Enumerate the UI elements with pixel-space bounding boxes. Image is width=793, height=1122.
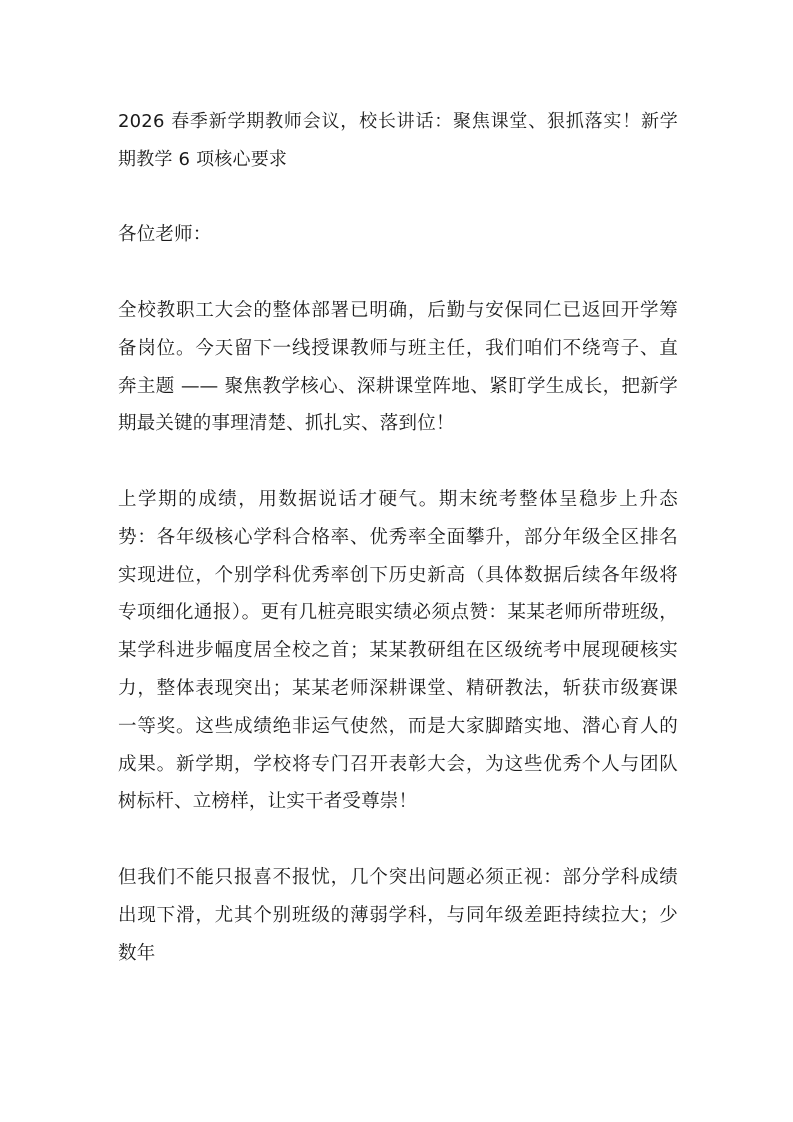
paragraph-intro: 全校教职工大会的整体部署已明确，后勤与安保同仁已返回开学筹备岗位。今天留下一线授课教师与班主任，我们咱们不绕弯子、直奔主题 —— 聚焦教学核心、深耕课堂阵地、紧盯学生成长，把新学期最关键的事理清楚、抓扎实、落到位！ — [118, 299, 678, 435]
salutation: 各位老师： — [118, 224, 212, 246]
paragraph-problems: 但我们不能只报喜不报忧，几个突出问题必须正视：部分学科成绩出现下滑，尤其个别班级的薄弱学科，与同年级差距持续拉大；少数年 — [118, 866, 678, 964]
document-page — [118, 103, 678, 1010]
paragraph-achievements: 上学期的成绩，用数据说话才硬气。期末统考整体呈稳步上升态势：各年级核心学科合格率、优秀率全面攀升，部分年级全区排名实现进位，个别学科优秀率创下历史新高（具体数据后续各年级将专项细化通报）。更有几桩亮眼实绩必须点赞：某某老师所带班级，某学科进步幅度居全校之首；某某教研组在区级统考中展现硬核实力，整体表现突出；某某老师深耕课堂、精研教法，斩获市级赛课一等奖。这些成绩绝非运气使然，而是大家脚踏实地、潜心育人的成果。新学期，学校将专门召开表彰大会，为这些优秀个人与团队树标杆、立榜样，让实干者受尊崇！ — [118, 488, 678, 813]
document-title: 2026 春季新学期教师会议，校长讲话：聚焦课堂、狠抓落实！新学期教学 6 项核心要求 — [118, 111, 678, 170]
